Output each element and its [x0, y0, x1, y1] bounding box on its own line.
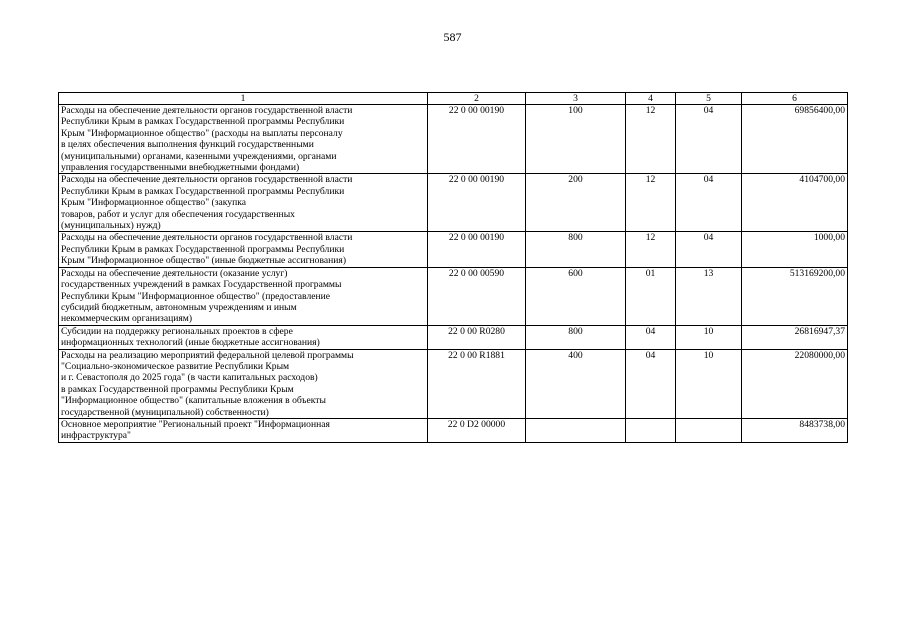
row-amount: 26816947,37: [742, 325, 848, 349]
column-header: 6: [742, 93, 848, 105]
row-target-code: 22 0 00 00590: [428, 267, 526, 325]
row-target-code: 22 0 00 00190: [428, 232, 526, 267]
row-amount: 8483738,00: [742, 418, 848, 442]
row-expense-type: 400: [526, 349, 626, 418]
row-amount: 69856400,00: [742, 105, 848, 174]
table-row: [59, 418, 848, 442]
row-description: Расходы на реализацию мероприятий федеральной целевой программы "Социально-экономическое развитие Республики Крым и г. Севастополя до 2025 года" (в части капитальных расходов) в рамках Государственной программы Республики Крым "Информационное общество" (капитальные вложения в объекты государственной (муниципальной) собственности): [59, 349, 428, 418]
row-target-code: 22 0 00 R0280: [428, 325, 526, 349]
table-row: [59, 325, 848, 349]
row-section: 04: [626, 349, 676, 418]
row-amount: 4104700,00: [742, 174, 848, 232]
row-target-code: 22 0 00 00190: [428, 174, 526, 232]
row-subsection: 10: [676, 349, 742, 418]
table-row: [59, 105, 848, 174]
row-subsection: 04: [676, 105, 742, 174]
row-description: Расходы на обеспечение деятельности органов государственной власти Республики Крым в рамках Государственной программы Республики Крым "Информационное общество" (закупка товаров, работ и услуг для обеспечения государственных (муниципальных) нужд): [59, 174, 428, 232]
row-target-code: 22 0 00 R1881: [428, 349, 526, 418]
column-header: 1: [59, 93, 428, 105]
table-row: [59, 349, 848, 418]
table-header-row: [59, 93, 848, 105]
row-expense-type: 200: [526, 174, 626, 232]
table-row: [59, 232, 848, 267]
row-description: Субсидии на поддержку региональных проектов в сфере информационных технологий (иные бюджетные ассигнования): [59, 325, 428, 349]
row-subsection: [676, 418, 742, 442]
page-number: 587: [443, 30, 462, 44]
row-section: 12: [626, 232, 676, 267]
row-amount: 22080000,00: [742, 349, 848, 418]
column-header: 5: [676, 93, 742, 105]
row-target-code: 22 0 00 00190: [428, 105, 526, 174]
row-description: Основное мероприятие "Региональный проект "Информационная инфраструктура": [59, 418, 428, 442]
row-expense-type: [526, 418, 626, 442]
row-section: 12: [626, 105, 676, 174]
row-subsection: 13: [676, 267, 742, 325]
row-description: Расходы на обеспечение деятельности органов государственной власти Республики Крым в рамках Государственной программы Республики Крым "Информационное общество" (иные бюджетные ассигнования): [59, 232, 428, 267]
row-expense-type: 800: [526, 232, 626, 267]
column-header: 3: [526, 93, 626, 105]
row-subsection: 04: [676, 232, 742, 267]
table-row: [59, 267, 848, 325]
row-amount: 513169200,00: [742, 267, 848, 325]
row-section: 04: [626, 325, 676, 349]
row-expense-type: 600: [526, 267, 626, 325]
row-expense-type: 100: [526, 105, 626, 174]
row-description: Расходы на обеспечение деятельности (оказание услуг) государственных учреждений в рамках Государственной программы Республики Крым "Информационное общество" (предоставление субсидий бюджетным, автономным учреждениям и иным некоммерческим организациям): [59, 267, 428, 325]
row-section: [626, 418, 676, 442]
table-row: [59, 174, 848, 232]
column-header: 4: [626, 93, 676, 105]
row-section: 01: [626, 267, 676, 325]
row-expense-type: 800: [526, 325, 626, 349]
column-header: 2: [428, 93, 526, 105]
row-description: Расходы на обеспечение деятельности органов государственной власти Республики Крым в рамках Государственной программы Республики Крым "Информационное общество" (расходы на выплаты персоналу в целях обеспечения выполнения функций государственными (муниципальными) органами, казенными учреждениями, органами управления государственными внебюджетными фондами): [59, 105, 428, 174]
row-subsection: 10: [676, 325, 742, 349]
row-target-code: 22 0 D2 00000: [428, 418, 526, 442]
row-amount: 1000,00: [742, 232, 848, 267]
row-subsection: 04: [676, 174, 742, 232]
budget-table: [58, 92, 848, 443]
row-section: 12: [626, 174, 676, 232]
